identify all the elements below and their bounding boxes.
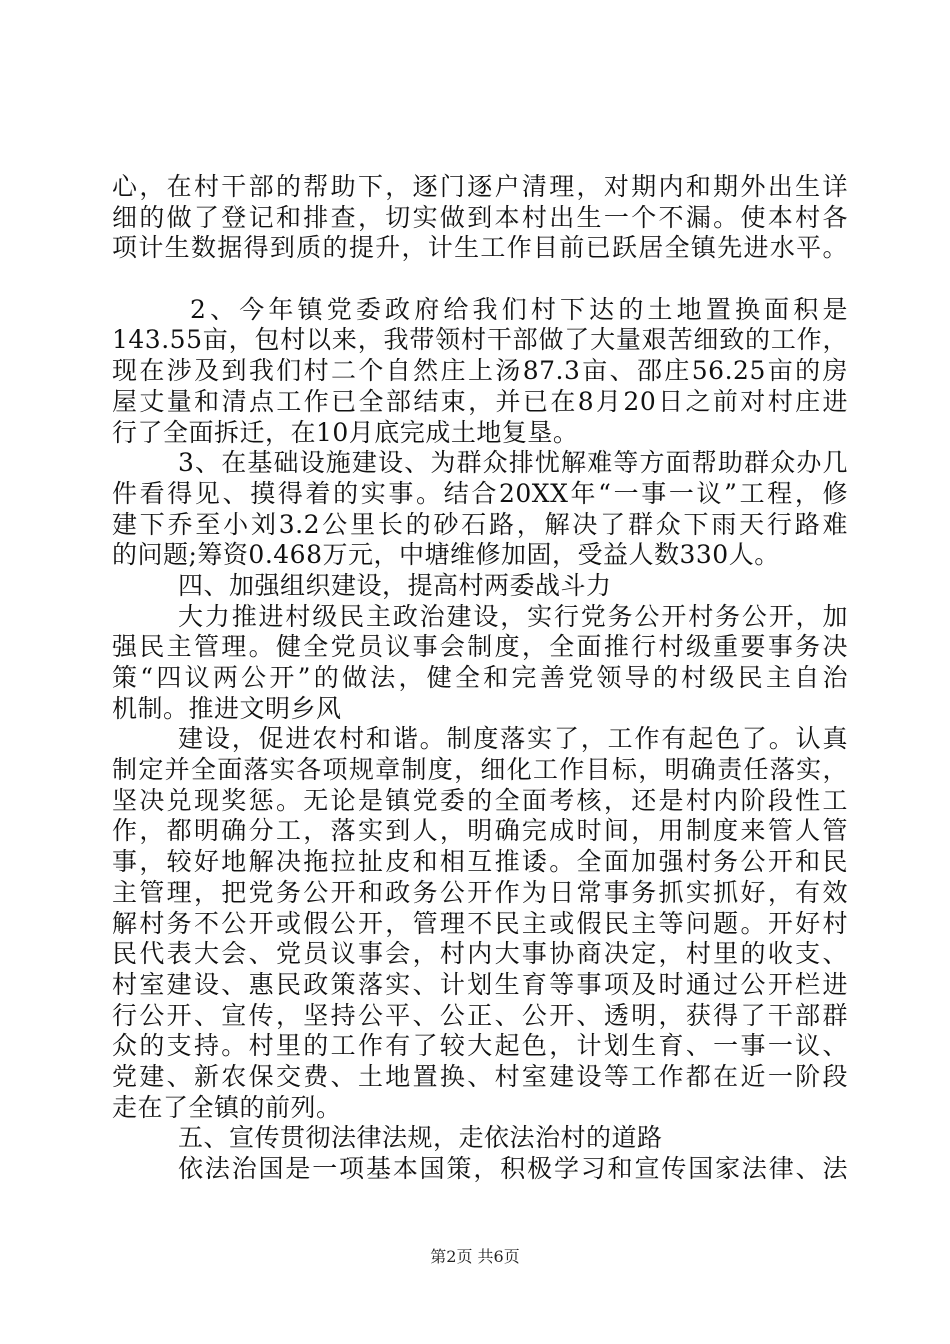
text-line: 走在了全镇的前列。 bbox=[112, 1092, 342, 1122]
section-heading: 四、加强组织建设，提高村两委战斗力 bbox=[178, 570, 612, 600]
text-line: 大力推进村级民主政治建设，实行党务公开村务公开，加 bbox=[178, 601, 848, 631]
text-line: 制定并全面落实各项规章制度，细化工作目标，明确责任落实， bbox=[112, 755, 848, 785]
text-line: 的问题;筹资0.468万元，中塘维修加固，受益人数330人。 bbox=[112, 540, 780, 570]
text-line: 行了全面拆迁，在10月底完成土地复垦。 bbox=[112, 417, 579, 447]
paragraph-gap bbox=[112, 264, 848, 295]
text-line: 策“四议两公开”的做法，健全和完善党领导的村级民主自治 bbox=[112, 663, 848, 692]
text-line: 机制。推进文明乡风 bbox=[112, 693, 342, 723]
text-line: 党建、新农保交费、土地置换、村室建设等工作都在近一阶段 bbox=[112, 1061, 848, 1091]
text-line: 屋丈量和清点工作已全部结束，并已在8月20日之前对村庄进 bbox=[112, 386, 848, 416]
text-line: 解村务不公开或假公开，管理不民主或假民主等问题。开好村 bbox=[112, 908, 848, 938]
text-line: 依法治国是一项基本国策，积极学习和宣传国家法律、法 bbox=[178, 1154, 848, 1183]
text-line: 主管理，把党务公开和政务公开作为日常事务抓实抓好，有效 bbox=[112, 877, 848, 907]
text-line: 作，都明确分工，落实到人，明确完成时间，用制度来管人管 bbox=[112, 816, 848, 846]
section-heading: 五、宣传贯彻法律法规，走依法治村的道路 bbox=[178, 1123, 663, 1153]
document-body bbox=[112, 172, 848, 1185]
text-line: 强民主管理。健全党员议事会制度，全面推行村级重要事务决 bbox=[112, 632, 848, 662]
page-number-footer: 第2页 共6页 bbox=[430, 1247, 520, 1266]
text-line: 2、今年镇党委政府给我们村下达的土地置换面积是 bbox=[190, 294, 848, 324]
text-line: 行公开、宣传，坚持公平、公正、公开、透明，获得了干部群 bbox=[112, 1000, 848, 1030]
text-line: 细的做了登记和排查，切实做到本村出生一个不漏。使本村各 bbox=[112, 202, 848, 232]
text-line: 村室建设、惠民政策落实、计划生育等事项及时通过公开栏进 bbox=[112, 969, 848, 999]
text-line: 心，在村干部的帮助下，逐门逐户清理，对期内和期外出生详 bbox=[112, 172, 848, 201]
text-line: 建下乔至小刘3.2公里长的砂石路，解决了群众下雨天行路难 bbox=[112, 509, 848, 539]
text-line: 建设，促进农村和谐。制度落实了，工作有起色了。认真 bbox=[178, 724, 848, 754]
text-line: 项计生数据得到质的提升，计生工作目前已跃居全镇先进水平。 bbox=[112, 233, 848, 263]
text-line: 民代表大会、党员议事会，村内大事协商决定，村里的收支、 bbox=[112, 939, 848, 969]
text-line: 143.55亩，包村以来，我带领村干部做了大量艰苦细致的工作， bbox=[112, 325, 848, 355]
text-line: 事，较好地解决拖拉扯皮和相互推诿。全面加强村务公开和民 bbox=[112, 847, 848, 877]
text-line: 坚决兑现奖惩。无论是镇党委的全面考核，还是村内阶段性工 bbox=[112, 785, 848, 815]
text-line: 现在涉及到我们村二个自然庄上汤87.3亩、邵庄56.25亩的房 bbox=[112, 356, 848, 386]
text-line: 件看得见、摸得着的实事。结合20XX年“一事一议”工程，修 bbox=[112, 478, 848, 508]
text-line: 众的支持。村里的工作有了较大起色，计划生育、一事一议、 bbox=[112, 1031, 848, 1061]
text-line: 3、在基础设施建设、为群众排忧解难等方面帮助群众办几 bbox=[178, 448, 848, 478]
